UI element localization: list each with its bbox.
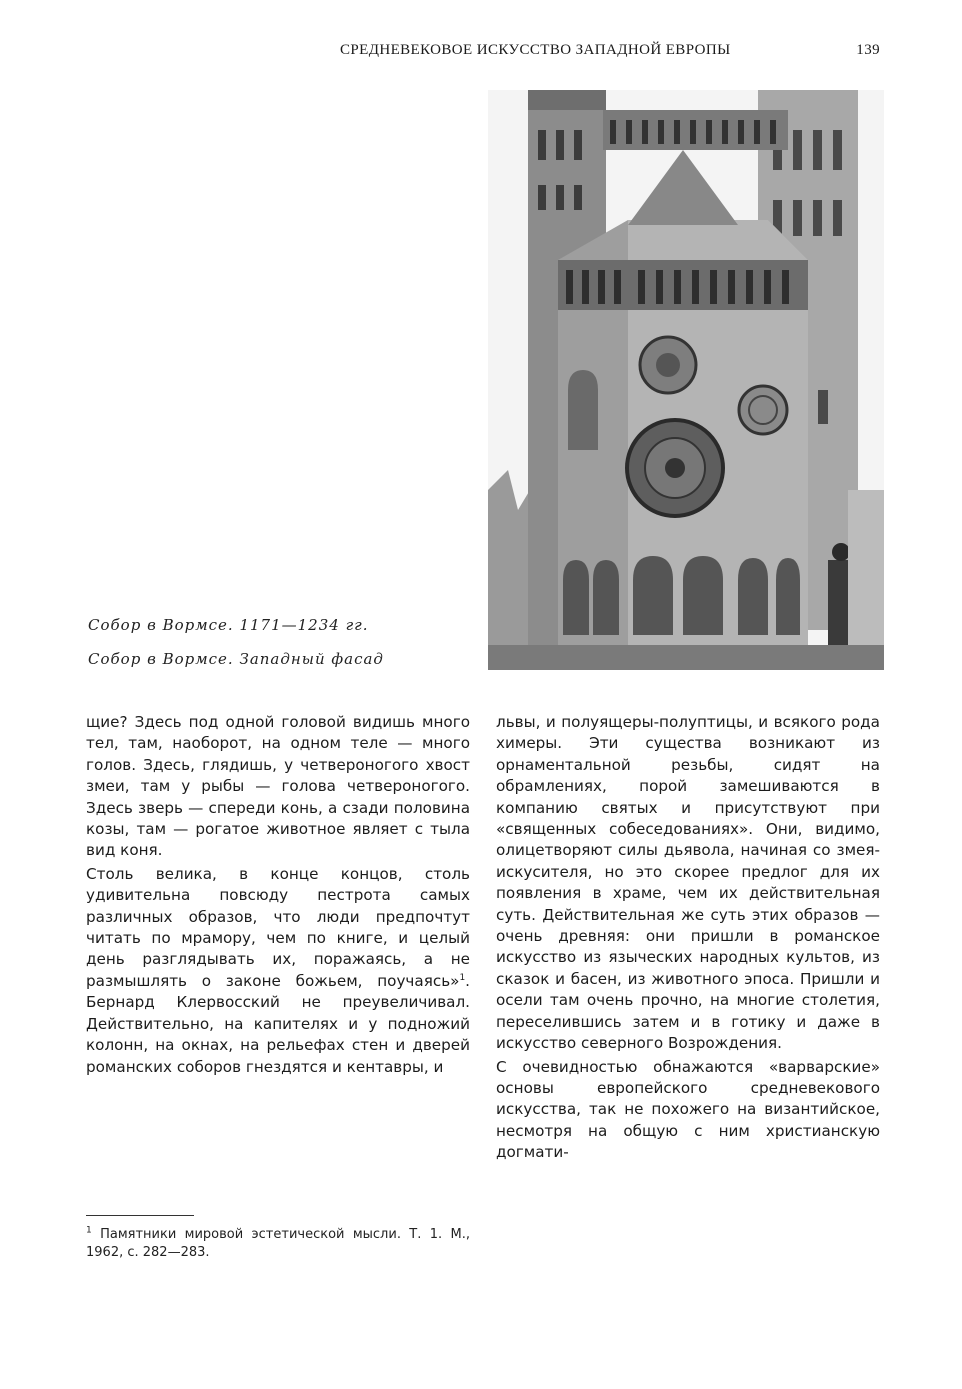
paragraph: щие? Здесь под одной головой видишь много тел, там, наоборот, на одном теле — много голов. Здесь, глядишь, у четвероногого хвост змеи, там у рыбы — голова четвероногого. Здесь зверь — спереди конь, а сзади половина козы, там — рогатое животное являет с тыла вид коня. xyxy=(86,713,470,860)
text-column-right xyxy=(496,712,880,1164)
footnote-divider xyxy=(86,1215,194,1216)
footnote-marker: 1 xyxy=(86,1225,92,1236)
paragraph xyxy=(86,864,470,1078)
cathedral-photo xyxy=(488,90,884,670)
footnote-text: Памятники мировой эстетической мысли. Т. 1. М., 1962, с. 282—283. xyxy=(86,1227,470,1260)
paragraph-text: Столь велика, в конце концов, столь удивительна повсюду пестрота самых различных образов, что люди предпочтут читать по мрамору, чем по книге, и целый день разглядывать их, поражаясь, а не размышлять о законе божьем, поучаясь» xyxy=(86,864,470,990)
figure-caption-facade: Собор в Вормсе. Западный фасад xyxy=(88,650,384,668)
running-head-title: СРЕДНЕВЕКОВОЕ ИСКУССТВО ЗАПАДНОЙ ЕВРОПЫ xyxy=(340,42,731,58)
text-column-left xyxy=(86,712,470,1078)
paragraph: львы, и полуящеры-полуптицы, и всякого рода химеры. Эти существа возникают из орнаментальной резьбы, сидят на обрамлениях, порой замешиваются в компанию святых и присутствуют при «священных собеседованиях». Они, видимо, олицетворяют силы дьявола, начиная со змея-искусителя, но это скорее предлог для их появления в храме, чем их действительная суть. Действительная же суть этих образов — очень древняя: они пришли в романское искусство из языческих народных культов, из сказок и басен, из животного эпоса. Пришли и осели там очень прочно, на многие столетия, переселившись затем и в готику и даже в искусство северного Возрождения. xyxy=(496,713,880,1053)
running-head xyxy=(330,38,880,62)
figure-caption-date: Собор в Вормсе. 1171—1234 гг. xyxy=(88,616,369,634)
paragraph: С очевидностью обнажаются «варварские» основы европейского средневекового искусства, так не похожего на византийское, несмотря на общую с ним христианскую догмати- xyxy=(496,1057,880,1162)
footnote xyxy=(86,1226,470,1262)
paragraph-text: . Бернард Клервосский не преувеличивал. Действительно, на капителях и у подножий колонн, на окнах, на рельефах стен и дверей романских соборов гнездятся и кентавры, и xyxy=(86,971,470,1076)
page-number: 139 xyxy=(856,42,880,58)
footnote-marker: 1 xyxy=(459,972,466,983)
